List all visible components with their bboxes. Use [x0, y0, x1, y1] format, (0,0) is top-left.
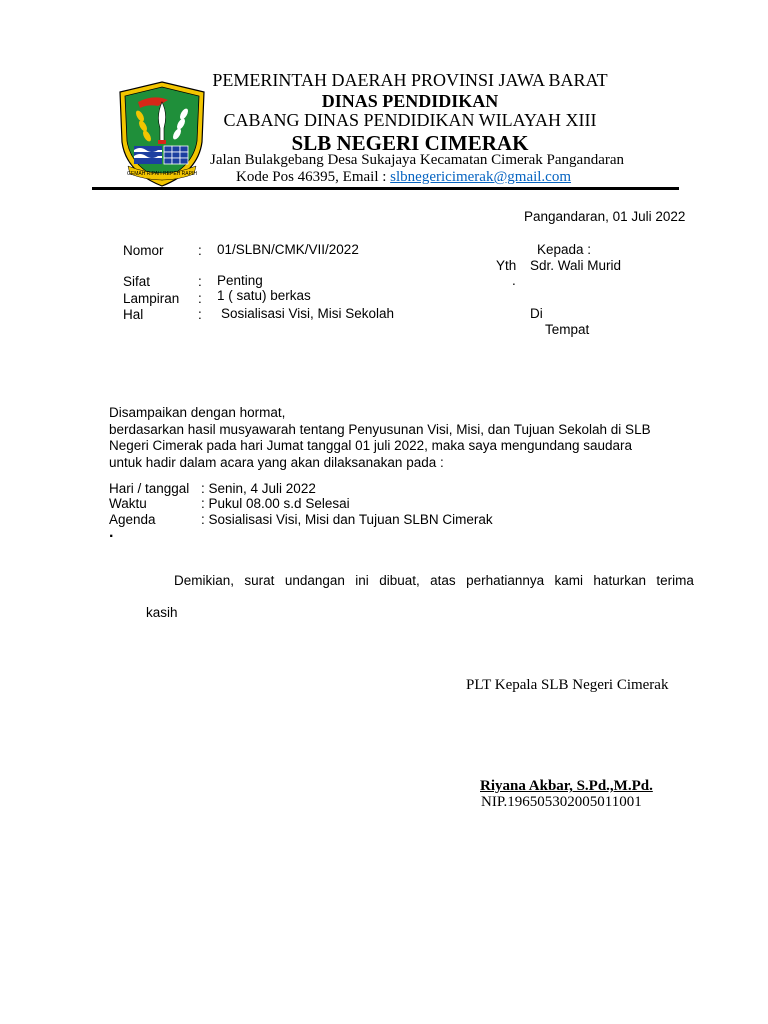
body-greeting: Disampaikan dengan hormat, — [109, 405, 286, 420]
recipient-name: Sdr. Wali Murid — [530, 258, 622, 273]
closing-word: haturkan — [593, 573, 646, 588]
email-link[interactable]: slbnegericimerak@gmail.com — [390, 169, 572, 185]
closing-word: terima — [656, 573, 694, 588]
recipient-dot: . — [512, 273, 516, 288]
letter-body — [109, 405, 689, 471]
sifat-value: Penting — [217, 273, 263, 288]
letterhead-divider — [92, 187, 679, 190]
letterhead-contact — [236, 169, 571, 186]
svg-text:GEMAH RIPAH REPEH RAPIH: GEMAH RIPAH REPEH RAPIH — [127, 171, 197, 177]
hari-value: : Senin, 4 Juli 2022 — [201, 481, 316, 496]
closing-word: kami — [554, 573, 584, 588]
signatory-name: Riyana Akbar, S.Pd.,M.Pd. — [480, 778, 653, 794]
body-line-4: untuk hadir dalam acara yang akan dilaksanakan pada : — [109, 454, 444, 470]
body-line-3: Negeri Cimerak pada hari Jumat tanggal 01 juli 2022, maka saya mengundang saudara — [109, 438, 633, 453]
waktu-label: Waktu — [109, 496, 147, 511]
closing-word: ini — [355, 573, 369, 588]
recipient-tempat: Tempat — [545, 322, 590, 337]
hal-label: Hal — [123, 307, 144, 322]
schedule-bullet: . — [109, 524, 114, 541]
closing-word: Demikian, — [174, 573, 235, 588]
letterhead-school-name: SLB NEGERI CIMERAK — [291, 131, 529, 155]
body-line-2: berdasarkan hasil musyawarah tentang Penyusunan Visi, Misi, dan Tujuan Sekolah di SLB — [109, 421, 651, 437]
signatory-nip: NIP.196505302005011001 — [481, 794, 642, 810]
nomor-colon: : — [198, 243, 202, 258]
lampiran-colon: : — [198, 291, 202, 306]
closing-last-word: kasih — [146, 605, 178, 620]
lampiran-value: 1 ( satu) berkas — [217, 288, 311, 303]
place-date: Pangandaran, 01 Juli 2022 — [524, 209, 686, 224]
closing-word: atas — [430, 573, 456, 588]
hari-label: Hari / tanggal — [109, 481, 190, 496]
agenda-label: Agenda — [109, 512, 156, 527]
letterhead-branch: CABANG DINAS PENDIDIKAN WILAYAH XIII — [223, 110, 597, 130]
nomor-value: 01/SLBN/CMK/VII/2022 — [217, 242, 359, 257]
letterhead-address: Jalan Bulakgebang Desa Sukajaya Kecamatan Cimerak Pangandaran — [210, 152, 625, 168]
sifat-label: Sifat — [123, 274, 151, 289]
recipient-di: Di — [530, 306, 543, 321]
recipient-kepada: Kepada : — [537, 242, 592, 257]
hal-value: Sosialisasi Visi, Misi Sekolah — [221, 306, 395, 321]
closing-word: surat — [244, 573, 275, 588]
sifat-colon: : — [198, 274, 202, 289]
closing-line — [174, 573, 694, 588]
postal-code: Kode Pos 46395, Email : — [236, 169, 391, 185]
letterhead-department: DINAS PENDIDIKAN — [321, 91, 499, 111]
closing-word: undangan — [284, 573, 345, 588]
nomor-label: Nomor — [123, 243, 164, 258]
closing-word: perhatiannya — [466, 573, 545, 588]
agenda-value: : Sosialisasi Visi, Misi dan Tujuan SLBN Cimerak — [201, 512, 493, 527]
closing-word: dibuat, — [379, 573, 420, 588]
signatory-position: PLT Kepala SLB Negeri Cimerak — [466, 677, 669, 693]
recipient-yth: Yth — [496, 258, 517, 273]
waktu-value: : Pukul 08.00 s.d Selesai — [201, 496, 350, 511]
lampiran-label: Lampiran — [123, 291, 180, 306]
letterhead-government: PEMERINTAH DAERAH PROVINSI JAWA BARAT — [212, 70, 608, 90]
hal-colon: : — [198, 307, 202, 322]
